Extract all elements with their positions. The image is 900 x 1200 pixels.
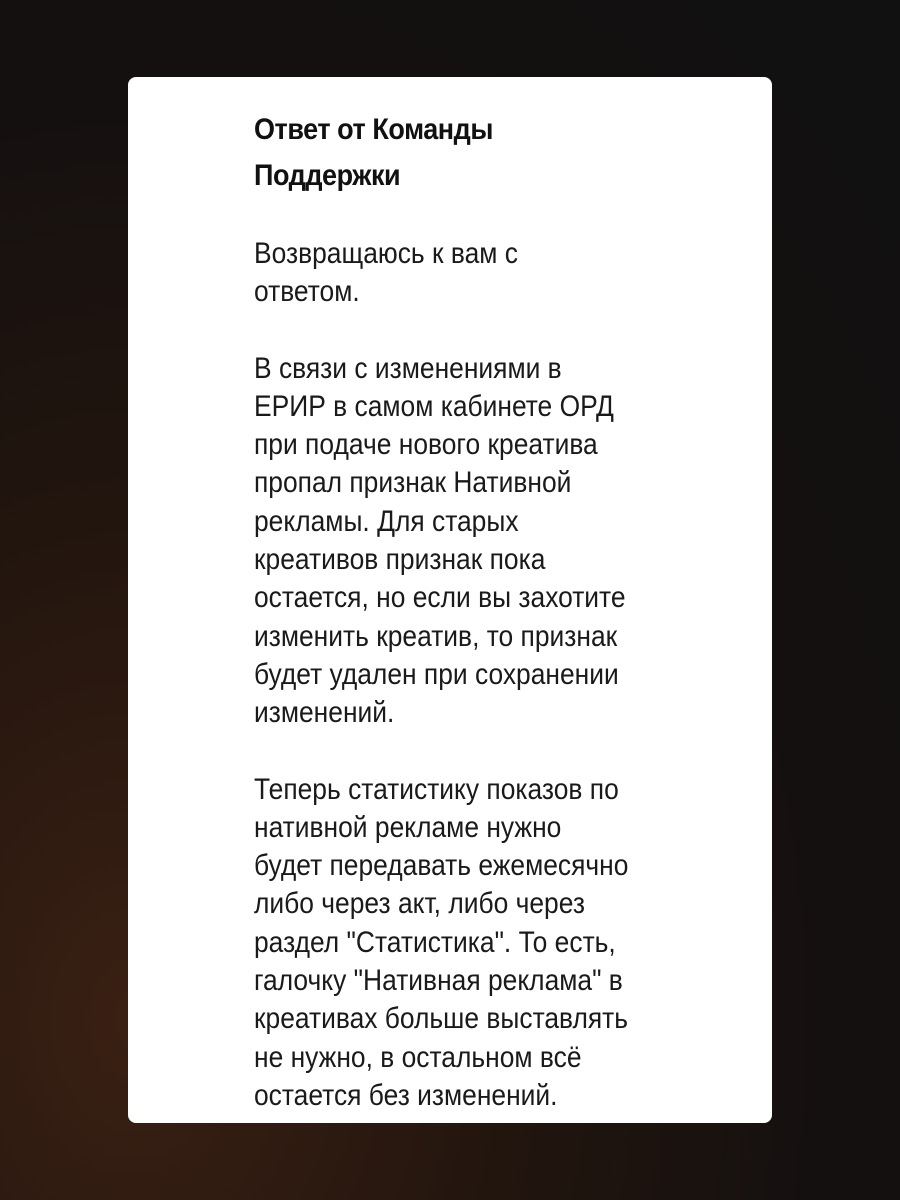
- message-card: [128, 77, 772, 1123]
- message-paragraph-3: Теперь статистику показов по нативной рекламе нужно будет передавать ежемесячно либо через акт, либо через раздел "Статистика". То есть, галочку "Нативная реклама" в креативах больше выставлять не нужно, в остальном всё остается без изменений.: [254, 772, 629, 1112]
- message-title: Ответ от Команды Поддержки: [254, 113, 493, 192]
- message-paragraph-2: В связи с изменениями в ЕРИР в самом кабинете ОРД при подаче нового креатива пропал признак Нативной рекламы. Для старых креативов признак пока остается, но если вы захотите изменить креатив, то признак будет удален при сохранении изменений.: [254, 351, 626, 730]
- message-content: [254, 107, 724, 1123]
- message-paragraph-1: Возвращаюсь к вам с ответом.: [254, 237, 518, 309]
